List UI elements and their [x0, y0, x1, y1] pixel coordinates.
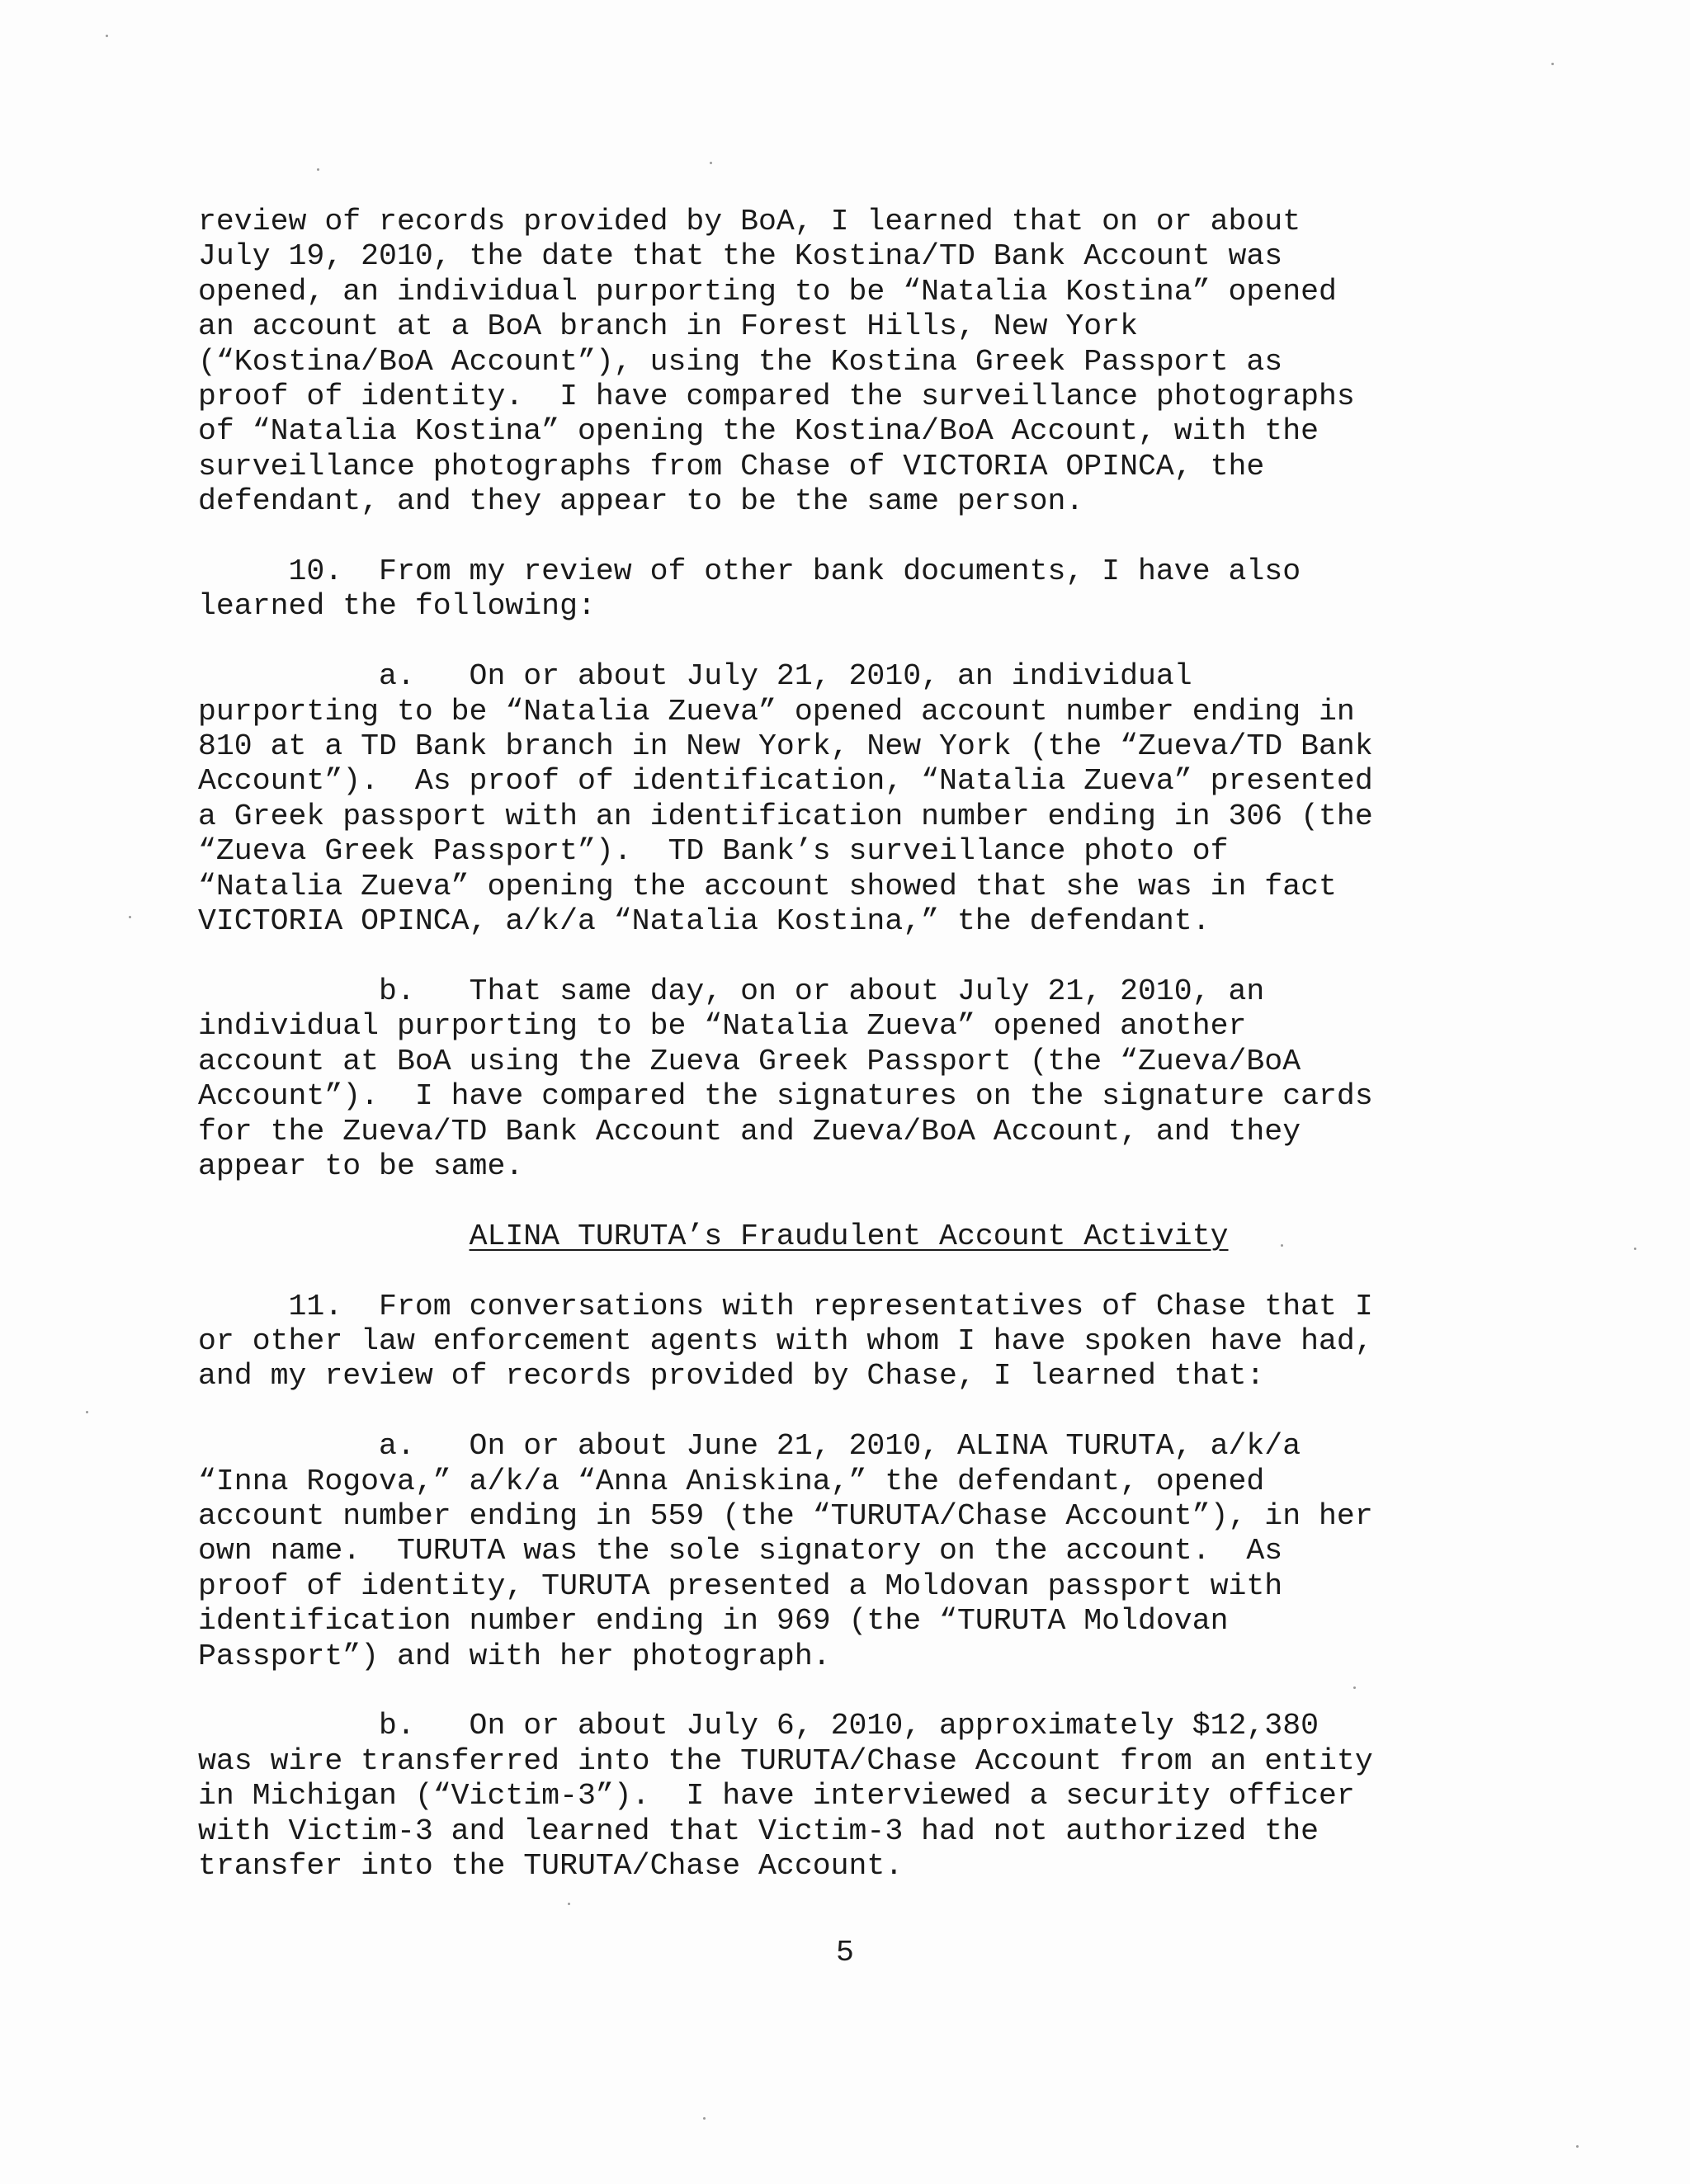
text-line: (“Kostina/BoA Account”), using the Kostina Greek Passport as	[198, 344, 1283, 379]
paragraph-9-continued	[198, 205, 1485, 520]
text-line: Account”). As proof of identification, “Natalia Zueva” presented	[198, 764, 1373, 799]
paragraph-gap	[198, 1394, 1485, 1429]
scan-speck	[1576, 2145, 1579, 2148]
paragraph-10	[198, 554, 1485, 625]
paragraph-11	[198, 1290, 1485, 1394]
text-line: learned the following:	[198, 589, 596, 624]
scan-speck	[1281, 1244, 1283, 1247]
paragraph-11b	[198, 1709, 1485, 1884]
text-line: with Victim-3 and learned that Victim-3 had not authorized the	[198, 1814, 1319, 1848]
text-line: 11. From conversations with representatives of Chase that I	[198, 1289, 1373, 1323]
text-line: “Inna Rogova,” a/k/a “Anna Aniskina,” the defendant, opened	[198, 1464, 1265, 1498]
section-heading	[198, 1219, 1485, 1254]
paragraph-gap	[198, 625, 1485, 659]
text-line: VICTORIA OPINCA, a/k/a “Natalia Kostina,” the defendant.	[198, 904, 1211, 939]
document-body	[198, 205, 1485, 1884]
text-line: 10. From my review of other bank documents, I have also	[198, 554, 1301, 589]
text-line: of “Natalia Kostina” opening the Kostina/BoA Account, with the	[198, 414, 1319, 449]
text-line: an account at a BoA branch in Forest Hills, New York	[198, 309, 1138, 344]
text-line: a. On or about June 21, 2010, ALINA TURUTA, a/k/a	[198, 1429, 1301, 1464]
text-line: b. On or about July 6, 2010, approximately $12,380	[198, 1709, 1319, 1743]
scan-speck	[129, 916, 131, 918]
text-line: proof of identity, TURUTA presented a Moldovan passport with	[198, 1568, 1283, 1603]
text-line: review of records provided by BoA, I learned that on or about	[198, 205, 1301, 238]
text-line: 810 at a TD Bank branch in New York, New York (the “Zueva/TD Bank	[198, 729, 1373, 764]
text-line: proof of identity. I have compared the surveillance photographs	[198, 380, 1355, 414]
text-line: a. On or about July 21, 2010, an individual	[198, 659, 1192, 694]
text-line: was wire transferred into the TURUTA/Chase Account from an entity	[198, 1743, 1373, 1778]
paragraph-gap	[198, 940, 1485, 974]
paragraph-gap	[198, 1184, 1485, 1219]
scan-speck	[568, 1903, 570, 1905]
text-line: transfer into the TURUTA/Chase Account.	[198, 1848, 904, 1883]
text-line: “Natalia Zueva” opening the account showed that she was in fact	[198, 869, 1337, 903]
page-number: 5	[836, 1936, 854, 1969]
paragraph-gap	[198, 1254, 1485, 1289]
text-line: in Michigan (“Victim-3”). I have interviewed a security officer	[198, 1779, 1355, 1814]
scan-speck	[317, 168, 319, 171]
scan-speck	[1634, 1248, 1636, 1250]
text-line: and my review of records provided by Chase, I learned that:	[198, 1359, 1265, 1394]
scan-speck	[703, 2117, 706, 2120]
text-line: or other law enforcement agents with whom I have spoken have had,	[198, 1323, 1373, 1358]
text-line: b. That same day, on or about July 21, 2010, an	[198, 974, 1265, 1008]
text-line: “Zueva Greek Passport”). TD Bank’s surveillance photo of	[198, 834, 1229, 869]
scan-speck	[710, 162, 712, 164]
paragraph-10b	[198, 974, 1485, 1184]
text-line: opened, an individual purporting to be “Natalia Kostina” opened	[198, 274, 1337, 309]
text-line: July 19, 2010, the date that the Kostina/TD Bank Account was	[198, 239, 1283, 274]
text-line: Passport”) and with her photograph.	[198, 1639, 831, 1673]
text-line: own name. TURUTA was the sole signatory on the account. As	[198, 1534, 1283, 1568]
text-line: identification number ending in 969 (the “TURUTA Moldovan	[198, 1604, 1229, 1639]
scan-speck	[1551, 63, 1554, 65]
scan-speck	[1353, 1686, 1356, 1689]
paragraph-gap	[198, 1674, 1485, 1709]
text-line: a Greek passport with an identification number ending in 306 (the	[198, 799, 1373, 833]
text-line: appear to be same.	[198, 1149, 524, 1183]
section-heading-text: ALINA TURUTA’s Fraudulent Account Activity	[469, 1219, 1229, 1253]
text-line: for the Zueva/TD Bank Account and Zueva/BoA Account, and they	[198, 1114, 1301, 1149]
text-line: Account”). I have compared the signatures on the signature cards	[198, 1079, 1373, 1114]
scan-speck	[86, 1411, 88, 1413]
text-line: account number ending in 559 (the “TURUTA/Chase Account”), in her	[198, 1498, 1373, 1533]
text-line: defendant, and they appear to be the same person.	[198, 484, 1084, 519]
text-line: surveillance photographs from Chase of VICTORIA OPINCA, the	[198, 449, 1265, 483]
paragraph-gap	[198, 520, 1485, 554]
text-line: account at BoA using the Zueva Greek Passport (the “Zueva/BoA	[198, 1044, 1301, 1078]
scan-speck	[106, 35, 108, 37]
text-line: purporting to be “Natalia Zueva” opened account number ending in	[198, 694, 1355, 729]
text-line: individual purporting to be “Natalia Zueva” opened another	[198, 1009, 1247, 1044]
paragraph-11a	[198, 1429, 1485, 1674]
paragraph-10a	[198, 659, 1485, 939]
